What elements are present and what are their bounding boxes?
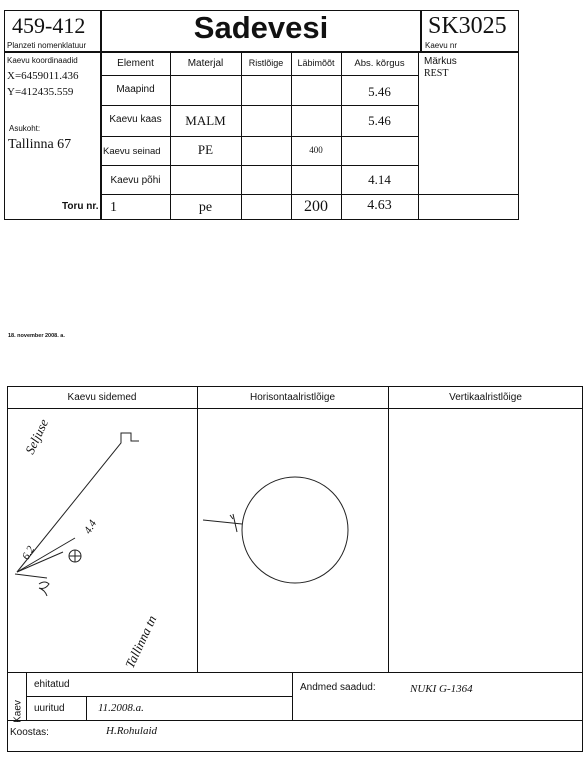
document-date: 18. november 2008. a.: [8, 333, 65, 339]
row-element: Maapind: [116, 84, 155, 95]
row-material: MALM: [185, 113, 226, 128]
compiled-by-label: Koostas:: [10, 727, 49, 738]
data-source-label: Andmed saadud:: [300, 682, 376, 693]
col-horizontal-section: Horisontaalristlõige: [249, 392, 336, 403]
table-row-line: [101, 75, 418, 76]
coordinate-y: Y=412435.559: [7, 86, 74, 98]
pipe-diameter: 200: [304, 198, 328, 215]
scribble-mark: [39, 582, 49, 596]
well-id: SK3025: [428, 13, 507, 39]
table-row-line: [101, 165, 418, 166]
address-label: Asukoht:: [9, 124, 41, 133]
header-element: Element: [117, 58, 154, 69]
well-circle: [242, 477, 348, 583]
pipe-height: 4.63: [367, 198, 392, 213]
data-source-value: NUKI G-1364: [410, 683, 473, 695]
well-side-label: Kaev: [12, 700, 24, 723]
street-label-2: Tallinna tn: [122, 613, 160, 671]
footer-divider: [86, 696, 87, 720]
distance-label-2: 4.4: [82, 518, 100, 536]
table-row-line: [101, 105, 418, 106]
row-diameter: 400: [309, 145, 323, 155]
coordinate-x: X=6459011.436: [7, 70, 79, 82]
row-element: Kaevu kaas: [109, 114, 162, 125]
distance-label-1: 6.2: [20, 544, 38, 562]
header-remark: Märkus: [424, 56, 457, 67]
lower-divider: [388, 386, 389, 672]
pipe-label: Toru nr.: [62, 201, 99, 212]
pipe-number: 1: [110, 200, 117, 215]
footer-row-line: [7, 720, 583, 721]
row-height: 5.46: [368, 113, 391, 128]
page-title: Sadevesi: [193, 10, 329, 45]
header-cross-section: Ristlõige: [248, 58, 284, 68]
nomenclature: 459-412: [12, 13, 86, 38]
well-id-label: Kaevu nr: [425, 41, 458, 50]
row-material: PE: [197, 142, 214, 157]
pipe-marker: [203, 514, 242, 532]
nomenclature-label: Planzeti nomenklatuur: [7, 41, 87, 50]
footer-row-line: [26, 696, 292, 697]
surveyed-value: 11.2008.a.: [98, 702, 144, 714]
footer-divider: [292, 672, 293, 720]
coordinates-label: Kaevu koordinaadid: [7, 56, 78, 65]
header-diameter: Läbimõõt: [297, 58, 335, 68]
connection-line: [15, 574, 47, 578]
pipe-material: pe: [198, 200, 213, 215]
surveyed-label: uuritud: [34, 703, 65, 714]
compiled-by-value: H.Rohulaid: [106, 725, 158, 737]
row-element: Kaevu põhi: [110, 175, 161, 186]
header-abs-height: Abs. kõrgus: [354, 58, 405, 69]
horizontal-section-drawing: [197, 408, 388, 672]
row-element: Kaevu seinad: [103, 146, 161, 157]
col-well-connections: Kaevu sidemed: [67, 392, 137, 403]
row-height: 5.46: [368, 84, 391, 99]
row-height: 4.14: [368, 172, 391, 187]
remark-value: REST: [424, 68, 449, 79]
header-material: Materjal: [187, 58, 224, 69]
col-vertical-section: Vertikaalristlõige: [449, 392, 522, 403]
table-row-line: [101, 194, 519, 195]
footer-top-line: [7, 672, 583, 673]
address-value: Tallinna 67: [8, 137, 72, 152]
table-row-line: [101, 136, 418, 137]
built-label: ehitatud: [34, 679, 70, 690]
street-label-1: Seljuse: [22, 416, 52, 457]
